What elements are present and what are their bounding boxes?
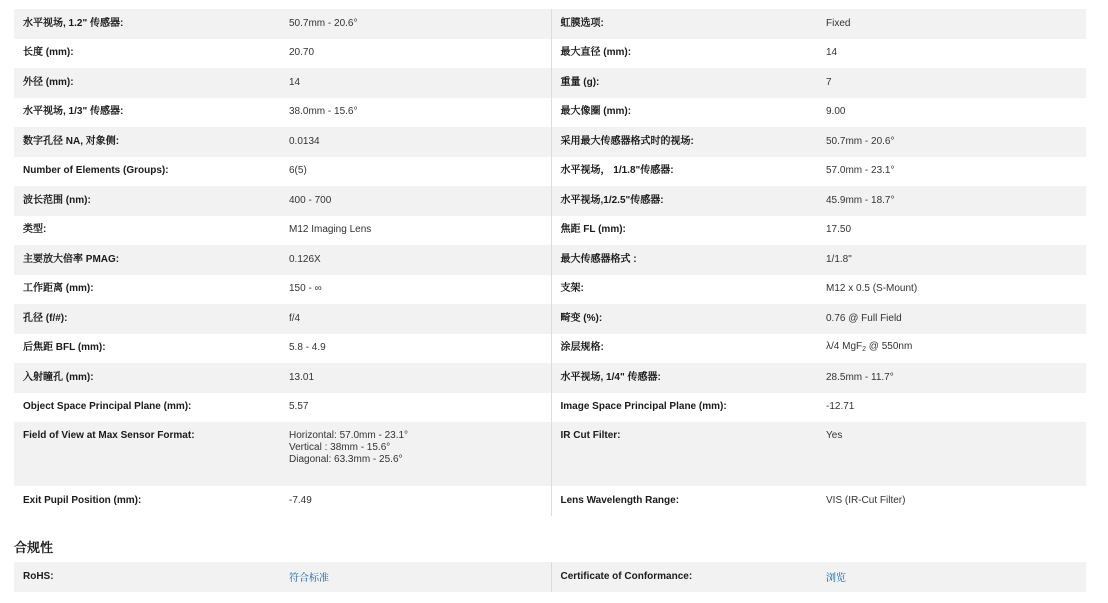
spec-row <box>14 98 1086 128</box>
spec-label: 水平视场, 1/4" 传感器: <box>551 363 817 393</box>
spec-label: 水平视场, 1/3" 传感器: <box>14 98 280 128</box>
spec-row <box>14 127 1086 157</box>
spec-row <box>14 216 1086 246</box>
certificate-cell <box>817 562 1086 592</box>
spec-value: -12.71 <box>817 393 1086 423</box>
spec-row <box>14 68 1086 98</box>
spec-label: 水平视场, 1.2" 传感器: <box>14 9 280 39</box>
coating-text-suffix: @ 550nm <box>866 340 913 352</box>
spec-value: 17.50 <box>817 216 1086 246</box>
certificate-label: Certificate of Conformance: <box>551 562 817 592</box>
spec-label: 畸变 (%): <box>551 304 817 334</box>
spec-label: Number of Elements (Groups): <box>14 157 280 187</box>
spec-label: 最大直径 (mm): <box>551 39 817 69</box>
spec-value: 400 - 700 <box>280 186 551 216</box>
spec-label: 后焦距 BFL (mm): <box>14 334 280 364</box>
spec-row <box>14 245 1086 275</box>
spec-row <box>14 304 1086 334</box>
spec-value: 0.0134 <box>280 127 551 157</box>
spec-label: 数字孔径 NA, 对象侧: <box>14 127 280 157</box>
spec-label: 最大像圈 (mm): <box>551 98 817 128</box>
compliance-table <box>14 562 1086 592</box>
rohs-cell <box>280 562 551 592</box>
spec-value: 0.76 @ Full Field <box>817 304 1086 334</box>
spec-value: 5.57 <box>280 393 551 423</box>
spec-value: 50.7mm - 20.6° <box>817 127 1086 157</box>
spec-label: 涂层规格: <box>551 334 817 364</box>
spec-label: 主要放大倍率 PMAG: <box>14 245 280 275</box>
spec-label: Lens Wavelength Range: <box>551 486 817 516</box>
spec-label: 孔径 (f/#): <box>14 304 280 334</box>
spec-value: -7.49 <box>280 486 551 516</box>
specifications-table <box>14 9 1086 516</box>
spec-label: 入射瞳孔 (mm): <box>14 363 280 393</box>
spec-label: 工作距离 (mm): <box>14 275 280 305</box>
spec-label: 类型: <box>14 216 280 246</box>
spec-value: 38.0mm - 15.6° <box>280 98 551 128</box>
spec-row <box>14 275 1086 305</box>
spec-value: Fixed <box>817 9 1086 39</box>
fov-horizontal: Horizontal: 57.0mm - 23.1° <box>289 430 409 441</box>
spec-row <box>14 186 1086 216</box>
spec-label: IR Cut Filter: <box>551 422 817 486</box>
spec-value: 6(5) <box>280 157 551 187</box>
spec-value: 9.00 <box>817 98 1086 128</box>
coating-subscript: 2 <box>862 345 867 353</box>
spec-value: Yes <box>817 422 1086 486</box>
spec-label: 波长范围 (nm): <box>14 186 280 216</box>
certificate-view-link[interactable]: 浏览 <box>826 573 846 584</box>
spec-value: 0.126X <box>280 245 551 275</box>
spec-value: 1/1.8" <box>817 245 1086 275</box>
spec-label: 重量 (g): <box>551 68 817 98</box>
spec-row <box>14 9 1086 39</box>
spec-label: Object Space Principal Plane (mm): <box>14 393 280 423</box>
spec-row <box>14 363 1086 393</box>
spec-value: M12 x 0.5 (S-Mount) <box>817 275 1086 305</box>
spec-label: 长度 (mm): <box>14 39 280 69</box>
compliance-row <box>14 562 1086 592</box>
spec-label: 外径 (mm): <box>14 68 280 98</box>
spec-value: f/4 <box>280 304 551 334</box>
fov-vertical: Vertical : 38mm - 15.6° <box>289 442 391 453</box>
spec-label: 水平视场， 1/1.8"传感器: <box>551 157 817 187</box>
spec-value: 14 <box>280 68 551 98</box>
spec-row <box>14 486 1086 516</box>
spec-row <box>14 422 1086 486</box>
spec-label: Field of View at Max Sensor Format: <box>14 422 280 486</box>
fov-diagonal: Diagonal: 63.3mm - 25.6° <box>289 454 403 465</box>
rohs-compliant-link[interactable]: 符合标准 <box>289 573 329 584</box>
fov-values <box>280 422 551 486</box>
spec-label: 支架: <box>551 275 817 305</box>
spec-label: 最大传感器格式 : <box>551 245 817 275</box>
spec-value: 50.7mm - 20.6° <box>280 9 551 39</box>
spec-value: 20.70 <box>280 39 551 69</box>
spec-label: 焦距 FL (mm): <box>551 216 817 246</box>
coating-spec-value <box>817 334 1086 364</box>
spec-value: 28.5mm - 11.7° <box>817 363 1086 393</box>
spec-value: 150 - ∞ <box>280 275 551 305</box>
spec-label: Image Space Principal Plane (mm): <box>551 393 817 423</box>
spec-value: 7 <box>817 68 1086 98</box>
spec-value: 57.0mm - 23.1° <box>817 157 1086 187</box>
spec-row <box>14 39 1086 69</box>
spec-row <box>14 157 1086 187</box>
spec-value: 13.01 <box>280 363 551 393</box>
spec-label: Exit Pupil Position (mm): <box>14 486 280 516</box>
spec-label: 水平视场,1/2.5"传感器: <box>551 186 817 216</box>
spec-label: 虹膜选项: <box>551 9 817 39</box>
spec-value: 45.9mm - 18.7° <box>817 186 1086 216</box>
spec-value: VIS (IR-Cut Filter) <box>817 486 1086 516</box>
spec-row <box>14 334 1086 364</box>
spec-label: 采用最大传感器格式时的视场: <box>551 127 817 157</box>
coating-text: λ/4 MgF <box>826 340 863 352</box>
spec-row <box>14 393 1086 423</box>
spec-value: 5.8 - 4.9 <box>280 334 551 364</box>
spec-value: 14 <box>817 39 1086 69</box>
rohs-label: RoHS: <box>14 562 280 592</box>
compliance-heading: 合规性 <box>14 539 54 555</box>
spec-value: M12 Imaging Lens <box>280 216 551 246</box>
